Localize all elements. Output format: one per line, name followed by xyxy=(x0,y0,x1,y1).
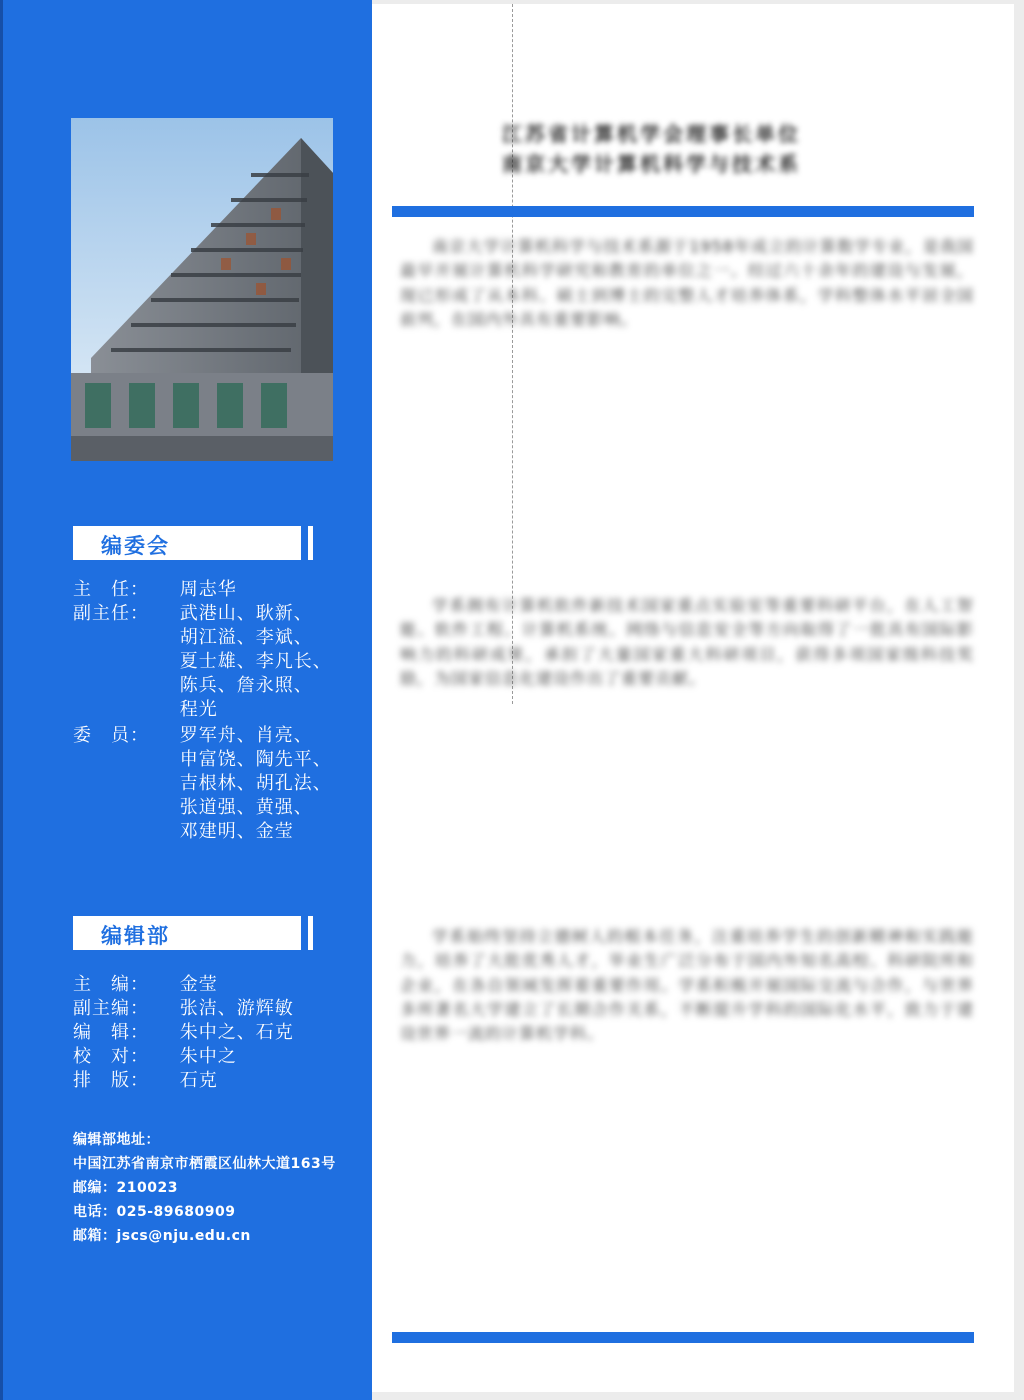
address-label: 编辑部地址： xyxy=(73,1132,160,1148)
role-label: 委 员： xyxy=(73,725,149,746)
phone: 电话：025-89680909 xyxy=(73,1204,236,1220)
office-row xyxy=(73,973,370,997)
office-row xyxy=(73,1069,370,1093)
role-label: 编 辑： xyxy=(73,1022,149,1043)
role-names: 朱中之、石克 xyxy=(179,1022,294,1043)
article-title-line-2: 南京大学计算机科学与技术系 xyxy=(502,152,801,176)
name-line: 吉根林、胡孔法、 xyxy=(179,773,332,794)
name-line: 申富饶、陶先平、 xyxy=(179,749,332,770)
role-names: 金莹 xyxy=(179,974,218,995)
name-line: 武港山、耿新、 xyxy=(179,603,313,624)
office-row xyxy=(73,997,370,1021)
building-illustration xyxy=(71,118,333,461)
office-address-block xyxy=(73,1128,336,1248)
editorial-office-title: 编辑部 xyxy=(101,924,170,948)
article-paragraph: 学系拥有计算机软件新技术国家重点实验室等重要科研平台，在人工智能、软件工程、计算机系统、网络与信息安全等方向取得了一批具有国际影响力的科研成果，承担了大量国家重大科研项目，获得多项国家级科技奖励，为国家信息化建设作出了重要贡献。 xyxy=(400,596,974,688)
name-line: 邓建明、金莹 xyxy=(179,821,294,842)
top-rule xyxy=(392,206,974,217)
role-names xyxy=(180,578,370,602)
article-paragraph: 学系始终坚持立德树人的根本任务，注重培养学生的创新精神和实践能力，培养了大批优秀人才，毕业生广泛分布于国内外知名高校、科研院所和企业，在各自领域发挥着重要作用。学系积极开展国际交流与合作，与世界多所著名大学建立了长期合作关系，不断提升学科的国际化水平，致力于建设世界一流的计算机学科。 xyxy=(400,927,974,1044)
article-paragraph: 南京大学计算机科学与技术系源于1958年成立的计算数学专业，是我国最早开展计算机科学研究和教育的单位之一。经过六十余年的建设与发展，现已形成了从本科、硕士到博士的完整人才培养体系，学科整体水平居全国前列，在国内外具有重要影响。 xyxy=(400,237,974,329)
heading-tick xyxy=(308,526,313,560)
bottom-rule xyxy=(392,1332,974,1343)
board-row-deputy xyxy=(73,602,370,722)
article-title-line-1: 江苏省计算机学会理事长单位 xyxy=(502,122,801,146)
role-label: 排 版： xyxy=(73,1070,149,1091)
building-photo xyxy=(71,118,333,461)
name-line: 夏士雄、李凡长、 xyxy=(179,651,332,672)
name-line: 胡江溢、李斌、 xyxy=(179,627,313,648)
heading-tick xyxy=(308,916,313,950)
board-row-director xyxy=(73,578,370,602)
role-label: 校 对： xyxy=(73,1046,149,1067)
editorial-board-list xyxy=(73,578,370,844)
role-label: 主 编： xyxy=(73,974,149,995)
board-row-members xyxy=(73,724,370,844)
name-line: 陈兵、詹永照、 xyxy=(179,675,313,696)
editorial-office-list xyxy=(73,973,370,1093)
sidebar-column xyxy=(0,0,372,1400)
office-row xyxy=(73,1021,370,1045)
name-line: 程光 xyxy=(179,699,218,720)
editorial-office-heading xyxy=(73,916,301,950)
role-names: 张洁、游辉敏 xyxy=(179,998,294,1019)
address-line: 中国江苏省南京市栖霞区仙林大道163号 xyxy=(73,1156,336,1172)
role-names xyxy=(180,724,370,844)
role-label: 副主任： xyxy=(73,603,149,624)
name-line: 罗军舟、肖亮、 xyxy=(179,725,313,746)
editorial-board-title: 编委会 xyxy=(101,534,170,558)
role-names: 朱中之 xyxy=(179,1046,237,1067)
role-names: 石克 xyxy=(179,1070,218,1091)
role-label: 主 任： xyxy=(73,579,149,600)
office-row xyxy=(73,1045,370,1069)
postcode: 邮编：210023 xyxy=(73,1180,178,1196)
name-line: 张道强、黄强、 xyxy=(179,797,313,818)
role-label: 副主编： xyxy=(73,998,149,1019)
email: 邮箱：jscs@nju.edu.cn xyxy=(73,1228,251,1244)
name-line: 周志华 xyxy=(179,579,237,600)
editorial-board-heading xyxy=(73,526,301,560)
role-names xyxy=(180,602,370,722)
